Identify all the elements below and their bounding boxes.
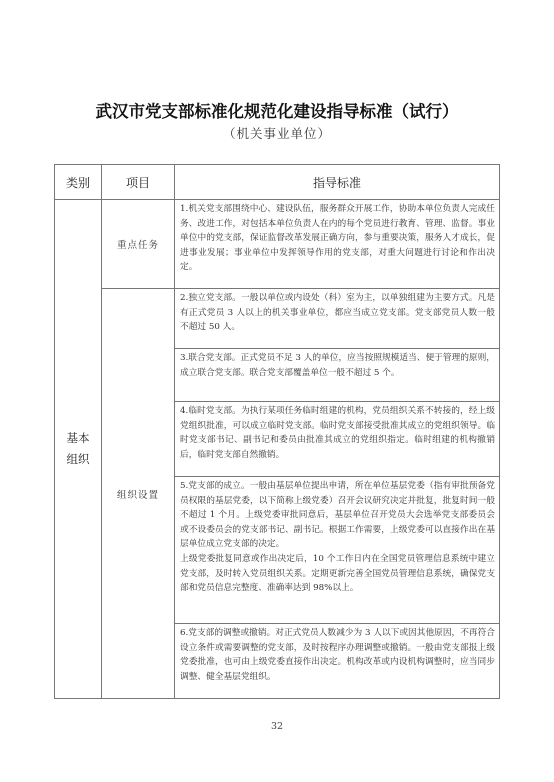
header-category: 类别 xyxy=(55,165,102,200)
standard-text-5: 5.党支部的成立。一般由基层单位提出申请，所在单位基层党委（指有审批预备党员权限的基层党委，以下简称上级党委）召开会议研究决定并批复，批复时间一般不超过 1 个月。上级党委审批同意后，基层单位召开党员大会选举党支部委员会或不设委员会的党支部书记、副书记。根据工作需要，上级党委可以直接作出在基层单位成立党支部的决定。 xyxy=(180,481,495,550)
standard-cell-2 xyxy=(175,289,500,349)
table-row xyxy=(55,289,500,349)
standard-text-2: 2.独立党支部。一般以单位或内设处（科）室为主，以单独组建为主要方式。凡是有正式党员 3 人以上的机关事业单位，都应当成立党支部。党支部党员人数一般不超过 50 人。 xyxy=(180,293,495,333)
standard-cell-5 xyxy=(175,477,500,624)
header-standard: 指导标准 xyxy=(175,165,500,200)
standard-cell-6 xyxy=(175,624,500,699)
standard-cell-4 xyxy=(175,402,500,477)
standard-text-4: 4.临时党支部。为执行某项任务临时组建的机构，党员组织关系不转接的，经上级党组织批准，可以成立临时党支部。临时党支部接受批准其成立的党组织领导。临时党支部书记、副书记和委员由批准其成立的党组织指定。临时组建的机构撤销后，临时党支部自然撤销。 xyxy=(180,406,495,460)
standard-text-1: 1.机关党支部围绕中心、建设队伍，服务群众开展工作，协助本单位负责人完成任务、改进工作，对包括本单位负责人在内的每个党员进行教育、管理、监督。事业单位中的党支部，保证监督改革发展正确方向，参与重要决策，服务人才成长，促进事业发展；事业单位中发挥领导作用的党支部，对重大问题进行讨论和作出决定。 xyxy=(180,204,495,273)
category-label-line1: 基本 xyxy=(66,431,90,445)
standard-cell-3 xyxy=(175,349,500,402)
category-cell xyxy=(55,200,102,699)
standard-text-5b: 上级党委批复同意或作出决定后，10 个工作日内在全国党员管理信息系统中建立党支部，及时转入党员组织关系。定期更新完善全国党员管理信息系统，确保党支部和党员信息完整度、准确率达到 98%以上。 xyxy=(180,553,495,594)
category-label-line2: 组织 xyxy=(66,452,90,466)
table-row xyxy=(55,200,500,289)
page-number: 32 xyxy=(270,721,284,732)
item-org-setup: 组织设置 xyxy=(102,289,175,699)
header-item: 项目 xyxy=(102,165,175,200)
table-header-row xyxy=(55,165,500,200)
standard-text-6: 6.党支部的调整或撤销。对正式党员人数减少为 3 人以下或因其他原因，不再符合设立条件或需要调整的党支部，及时按程序办理调整或撤销。一般由党支部报上级党委批准，也可由上级党委直接作出决定。机构改革或内设机构调整时，应当同步调整、健全基层党组织。 xyxy=(180,628,495,682)
standard-text-3: 3.联合党支部。正式党员不足 3 人的单位，应当按照规模适当、便于管理的原则，成立联合党支部。联合党支部覆盖单位一般不超过 5 个。 xyxy=(180,353,495,378)
standard-cell-1 xyxy=(175,200,500,289)
item-key-tasks: 重点任务 xyxy=(102,200,175,289)
standards-table xyxy=(54,164,500,699)
document-subtitle: （机关事业单位） xyxy=(222,126,331,141)
document-title: 武汉市党支部标准化规范化建设指导标准（试行） xyxy=(95,102,459,121)
